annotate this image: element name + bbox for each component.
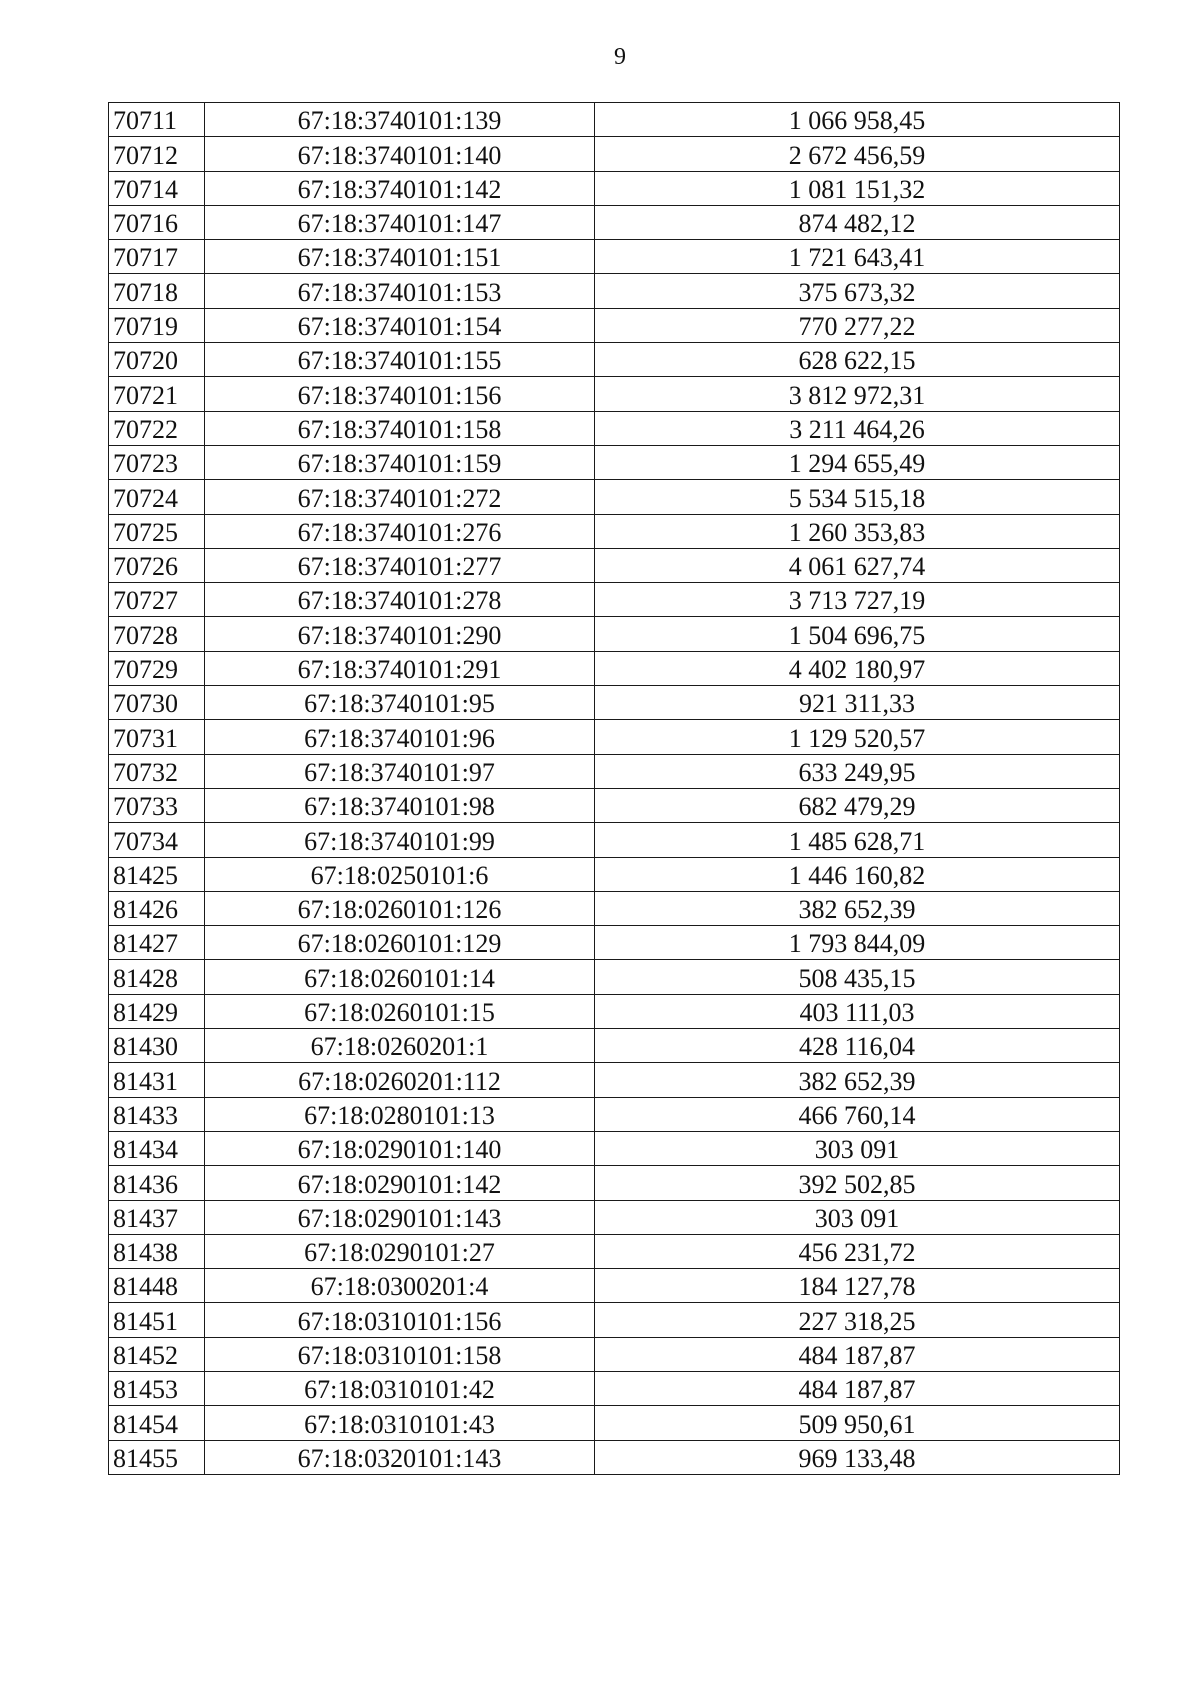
table-row <box>109 1371 1120 1405</box>
row-number-cell: 70727 <box>109 583 205 617</box>
row-number-cell: 70720 <box>109 343 205 377</box>
row-number-cell: 81448 <box>109 1269 205 1303</box>
row-number-cell: 70731 <box>109 720 205 754</box>
cadastral-number-cell: 67:18:0310101:158 <box>205 1337 595 1371</box>
cadastral-number-cell: 67:18:0320101:143 <box>205 1440 595 1474</box>
table-row <box>109 994 1120 1028</box>
table-row <box>109 583 1120 617</box>
cadastral-number-cell: 67:18:3740101:142 <box>205 171 595 205</box>
cadastral-value-cell: 1 446 160,82 <box>595 857 1120 891</box>
cadastral-value-table <box>108 102 1120 1475</box>
row-number-cell: 81454 <box>109 1406 205 1440</box>
table-row <box>109 788 1120 822</box>
cadastral-value-cell: 628 622,15 <box>595 343 1120 377</box>
row-number-cell: 70729 <box>109 651 205 685</box>
cadastral-number-cell: 67:18:3740101:139 <box>205 103 595 137</box>
row-number-cell: 70721 <box>109 377 205 411</box>
cadastral-value-cell: 382 652,39 <box>595 891 1120 925</box>
cadastral-value-cell: 428 116,04 <box>595 1029 1120 1063</box>
cadastral-value-cell: 1 485 628,71 <box>595 823 1120 857</box>
cadastral-number-cell: 67:18:3740101:276 <box>205 514 595 548</box>
cadastral-number-cell: 67:18:0260201:112 <box>205 1063 595 1097</box>
cadastral-value-cell: 1 081 151,32 <box>595 171 1120 205</box>
cadastral-number-cell: 67:18:0290101:27 <box>205 1234 595 1268</box>
cadastral-value-cell: 4 402 180,97 <box>595 651 1120 685</box>
row-number-cell: 70723 <box>109 445 205 479</box>
cadastral-value-cell: 227 318,25 <box>595 1303 1120 1337</box>
cadastral-number-cell: 67:18:0310101:42 <box>205 1371 595 1405</box>
table-body <box>109 103 1120 1475</box>
cadastral-value-cell: 682 479,29 <box>595 788 1120 822</box>
row-number-cell: 81453 <box>109 1371 205 1405</box>
table-row <box>109 1063 1120 1097</box>
table-row <box>109 377 1120 411</box>
row-number-cell: 70717 <box>109 240 205 274</box>
cadastral-number-cell: 67:18:3740101:277 <box>205 548 595 582</box>
table-row <box>109 1200 1120 1234</box>
cadastral-number-cell: 67:18:0280101:13 <box>205 1097 595 1131</box>
cadastral-number-cell: 67:18:0290101:143 <box>205 1200 595 1234</box>
cadastral-number-cell: 67:18:3740101:95 <box>205 686 595 720</box>
table-row <box>109 343 1120 377</box>
cadastral-value-cell: 382 652,39 <box>595 1063 1120 1097</box>
cadastral-value-cell: 484 187,87 <box>595 1371 1120 1405</box>
cadastral-value-cell: 4 061 627,74 <box>595 548 1120 582</box>
cadastral-value-cell: 770 277,22 <box>595 308 1120 342</box>
table-row <box>109 1097 1120 1131</box>
table-row <box>109 960 1120 994</box>
row-number-cell: 70726 <box>109 548 205 582</box>
table-row <box>109 205 1120 239</box>
row-number-cell: 70725 <box>109 514 205 548</box>
cadastral-value-cell: 466 760,14 <box>595 1097 1120 1131</box>
cadastral-value-cell: 3 812 972,31 <box>595 377 1120 411</box>
table-row <box>109 1166 1120 1200</box>
cadastral-value-cell: 3 713 727,19 <box>595 583 1120 617</box>
cadastral-number-cell: 67:18:3740101:147 <box>205 205 595 239</box>
row-number-cell: 70724 <box>109 480 205 514</box>
cadastral-number-cell: 67:18:0260101:15 <box>205 994 595 1028</box>
cadastral-number-cell: 67:18:0290101:142 <box>205 1166 595 1200</box>
cadastral-number-cell: 67:18:3740101:155 <box>205 343 595 377</box>
row-number-cell: 81437 <box>109 1200 205 1234</box>
cadastral-number-cell: 67:18:3740101:278 <box>205 583 595 617</box>
cadastral-value-cell: 1 721 643,41 <box>595 240 1120 274</box>
cadastral-number-cell: 67:18:0310101:156 <box>205 1303 595 1337</box>
cadastral-value-cell: 303 091 <box>595 1200 1120 1234</box>
table-row <box>109 171 1120 205</box>
cadastral-value-cell: 1 260 353,83 <box>595 514 1120 548</box>
cadastral-value-cell: 303 091 <box>595 1131 1120 1165</box>
table-row <box>109 103 1120 137</box>
cadastral-number-cell: 67:18:3740101:156 <box>205 377 595 411</box>
table-row <box>109 926 1120 960</box>
cadastral-number-cell: 67:18:3740101:97 <box>205 754 595 788</box>
cadastral-value-cell: 403 111,03 <box>595 994 1120 1028</box>
table-row <box>109 1303 1120 1337</box>
table-row <box>109 686 1120 720</box>
cadastral-value-cell: 1 129 520,57 <box>595 720 1120 754</box>
table-row <box>109 240 1120 274</box>
row-number-cell: 81438 <box>109 1234 205 1268</box>
page-number: 9 <box>614 44 626 70</box>
cadastral-value-cell: 633 249,95 <box>595 754 1120 788</box>
row-number-cell: 81429 <box>109 994 205 1028</box>
row-number-cell: 70722 <box>109 411 205 445</box>
row-number-cell: 70716 <box>109 205 205 239</box>
table-row <box>109 720 1120 754</box>
table-row <box>109 651 1120 685</box>
row-number-cell: 70718 <box>109 274 205 308</box>
cadastral-number-cell: 67:18:0250101:6 <box>205 857 595 891</box>
row-number-cell: 81455 <box>109 1440 205 1474</box>
table-row <box>109 857 1120 891</box>
cadastral-number-cell: 67:18:0260101:14 <box>205 960 595 994</box>
row-number-cell: 70714 <box>109 171 205 205</box>
row-number-cell: 70712 <box>109 137 205 171</box>
table-row <box>109 514 1120 548</box>
cadastral-value-cell: 508 435,15 <box>595 960 1120 994</box>
cadastral-value-cell: 1 066 958,45 <box>595 103 1120 137</box>
table-row <box>109 754 1120 788</box>
cadastral-number-cell: 67:18:3740101:96 <box>205 720 595 754</box>
row-number-cell: 70711 <box>109 103 205 137</box>
row-number-cell: 81427 <box>109 926 205 960</box>
cadastral-number-cell: 67:18:3740101:99 <box>205 823 595 857</box>
cadastral-number-cell: 67:18:3740101:158 <box>205 411 595 445</box>
row-number-cell: 81436 <box>109 1166 205 1200</box>
cadastral-value-cell: 921 311,33 <box>595 686 1120 720</box>
cadastral-number-cell: 67:18:3740101:98 <box>205 788 595 822</box>
table-row <box>109 1234 1120 1268</box>
row-number-cell: 81452 <box>109 1337 205 1371</box>
cadastral-value-cell: 509 950,61 <box>595 1406 1120 1440</box>
cadastral-value-cell: 1 793 844,09 <box>595 926 1120 960</box>
table-row <box>109 1337 1120 1371</box>
table-row <box>109 548 1120 582</box>
cadastral-number-cell: 67:18:3740101:140 <box>205 137 595 171</box>
row-number-cell: 81426 <box>109 891 205 925</box>
cadastral-number-cell: 67:18:0260101:129 <box>205 926 595 960</box>
cadastral-number-cell: 67:18:3740101:290 <box>205 617 595 651</box>
cadastral-value-cell: 484 187,87 <box>595 1337 1120 1371</box>
table-row <box>109 1029 1120 1063</box>
table-row <box>109 274 1120 308</box>
cadastral-value-cell: 3 211 464,26 <box>595 411 1120 445</box>
row-number-cell: 81430 <box>109 1029 205 1063</box>
row-number-cell: 70734 <box>109 823 205 857</box>
cadastral-value-cell: 375 673,32 <box>595 274 1120 308</box>
cadastral-value-cell: 5 534 515,18 <box>595 480 1120 514</box>
table-row <box>109 617 1120 651</box>
table-row <box>109 891 1120 925</box>
row-number-cell: 70719 <box>109 308 205 342</box>
row-number-cell: 81451 <box>109 1303 205 1337</box>
cadastral-value-cell: 874 482,12 <box>595 205 1120 239</box>
table-row <box>109 1406 1120 1440</box>
cadastral-value-cell: 392 502,85 <box>595 1166 1120 1200</box>
cadastral-number-cell: 67:18:0290101:140 <box>205 1131 595 1165</box>
cadastral-number-cell: 67:18:3740101:153 <box>205 274 595 308</box>
table-row <box>109 137 1120 171</box>
row-number-cell: 81428 <box>109 960 205 994</box>
cadastral-value-cell: 1 294 655,49 <box>595 445 1120 479</box>
cadastral-number-cell: 67:18:3740101:291 <box>205 651 595 685</box>
cadastral-number-cell: 67:18:3740101:159 <box>205 445 595 479</box>
cadastral-number-cell: 67:18:3740101:154 <box>205 308 595 342</box>
row-number-cell: 70730 <box>109 686 205 720</box>
table-row <box>109 445 1120 479</box>
table-row <box>109 411 1120 445</box>
row-number-cell: 81434 <box>109 1131 205 1165</box>
cadastral-value-cell: 969 133,48 <box>595 1440 1120 1474</box>
row-number-cell: 70728 <box>109 617 205 651</box>
cadastral-value-cell: 1 504 696,75 <box>595 617 1120 651</box>
row-number-cell: 81433 <box>109 1097 205 1131</box>
cadastral-number-cell: 67:18:0310101:43 <box>205 1406 595 1440</box>
cadastral-number-cell: 67:18:3740101:151 <box>205 240 595 274</box>
cadastral-number-cell: 67:18:3740101:272 <box>205 480 595 514</box>
cadastral-value-cell: 184 127,78 <box>595 1269 1120 1303</box>
row-number-cell: 81425 <box>109 857 205 891</box>
table-row <box>109 308 1120 342</box>
table-row <box>109 480 1120 514</box>
cadastral-value-cell: 456 231,72 <box>595 1234 1120 1268</box>
row-number-cell: 81431 <box>109 1063 205 1097</box>
table-row <box>109 1440 1120 1474</box>
table-row <box>109 823 1120 857</box>
cadastral-value-cell: 2 672 456,59 <box>595 137 1120 171</box>
cadastral-number-cell: 67:18:0300201:4 <box>205 1269 595 1303</box>
table-row <box>109 1269 1120 1303</box>
cadastral-number-cell: 67:18:0260101:126 <box>205 891 595 925</box>
row-number-cell: 70733 <box>109 788 205 822</box>
table-row <box>109 1131 1120 1165</box>
cadastral-number-cell: 67:18:0260201:1 <box>205 1029 595 1063</box>
row-number-cell: 70732 <box>109 754 205 788</box>
